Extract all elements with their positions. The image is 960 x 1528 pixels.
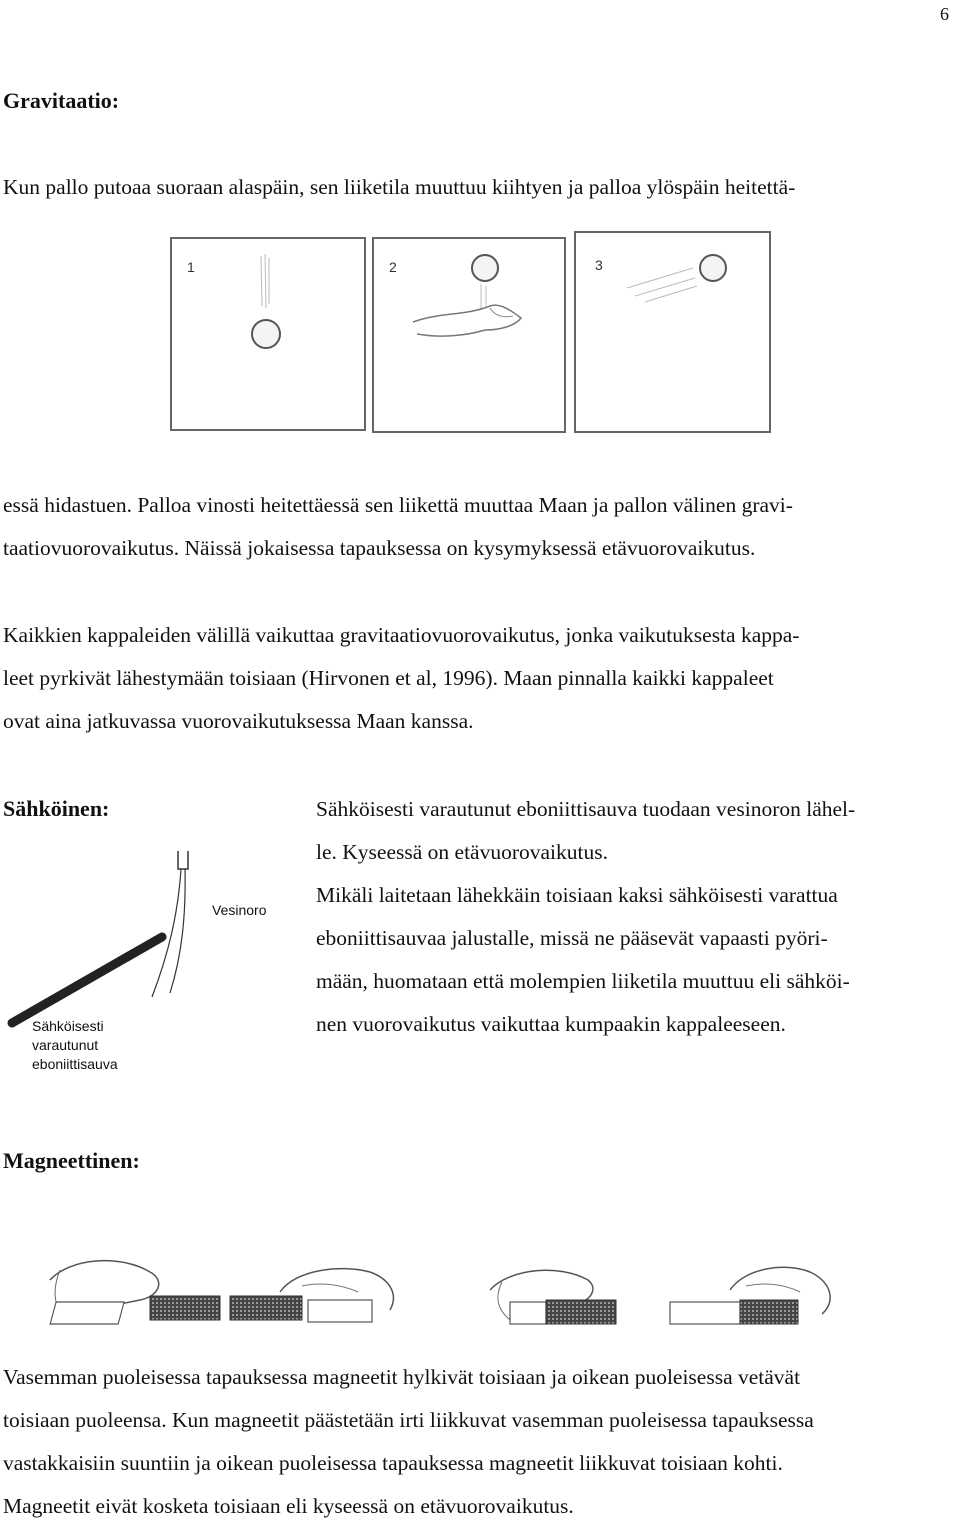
electric-line-5: mään, huomataan että molempien liiketila muuttuu eli sähköi- — [316, 969, 850, 993]
panel-3-frame — [575, 232, 770, 432]
magnet-right-b-dark — [740, 1300, 798, 1324]
magnetic-line-4: Magneetit eivät kosketa toisiaan eli kyseessä on etävuorovaikutus. — [3, 1494, 574, 1518]
electric-line-1: Sähköisesti varautunut eboniittisauva tuodaan vesinoron lähel- — [316, 797, 856, 821]
panel-2-label: 2 — [389, 259, 397, 275]
electric-heading: Sähköinen: — [3, 796, 110, 821]
gravity-paragraph-2 — [3, 614, 799, 743]
magnet-left-b-dark — [230, 1296, 302, 1320]
ball-falling — [252, 320, 280, 348]
magnet-left-a-dark — [150, 1296, 220, 1320]
gravity-figure-drawing — [165, 226, 775, 436]
motion-lines-upward — [481, 284, 486, 310]
magnetic-line-3: vastakkaisiin suuntiin ja oikean puoleisessa tapauksessa magneetit liikkuvat toisiaan kohti. — [3, 1451, 783, 1475]
ebonite-rod — [12, 937, 162, 1023]
magnet-right-a-dark — [546, 1300, 616, 1324]
magnetic-line-1: Vasemman puoleisessa tapauksessa magneetit hylkivät toisiaan ja oikean puoleisessa vetävät — [3, 1365, 801, 1389]
magnet-pair-left — [50, 1261, 393, 1324]
gravity-para2-line-2: leet pyrkivät lähestymään toisiaan (Hirvonen et al, 1996). Maan pinnalla kaikki kappaleet — [3, 666, 774, 690]
magnet-left-b-white — [308, 1300, 372, 1322]
label-water-thread: Vesinoro — [212, 902, 267, 918]
electric-line-6: nen vuorovaikutus vaikuttaa kumpaakin kappaleeseen. — [316, 1012, 786, 1036]
magnet-left-a-white — [50, 1302, 124, 1324]
ball-thrown-up — [472, 255, 498, 281]
magnetic-figure-drawing — [40, 1250, 920, 1350]
motion-lines-diagonal — [627, 268, 697, 302]
gravity-para2-line-1: Kaikkien kappaleiden välillä vaikuttaa gravitaatiovuorovaikutus, jonka vaikutuksesta kappa- — [3, 623, 800, 647]
magnet-pair-right — [490, 1267, 830, 1324]
gravity-para2-line-3: ovat aina jatkuvassa vuorovaikutuksessa Maan kanssa. — [3, 709, 474, 733]
panel-1-label: 1 — [187, 259, 195, 275]
hand-left-1 — [50, 1261, 159, 1308]
gravity-continuation — [3, 484, 793, 570]
hand-drawing — [413, 305, 521, 336]
gravity-intro-line: Kun pallo putoaa suoraan alaspäin, sen liiketila muuttuu kiihtyen ja palloa ylöspäin heitettä- — [3, 175, 796, 199]
electric-line-2: le. Kyseessä on etävuorovaikutus. — [316, 840, 608, 864]
label-ebonite-rod — [32, 1017, 118, 1074]
water-thread — [152, 869, 181, 997]
hand-right-1 — [490, 1270, 593, 1304]
motion-lines-falling — [261, 254, 269, 308]
electric-figure — [0, 845, 300, 1075]
magnetic-figure — [40, 1250, 920, 1350]
gravity-cont-line-1: essä hidastuen. Palloa vinosti heitettäessä sen liikettä muuttaa Maan ja pallon välinen gravi- — [3, 493, 793, 517]
page-number: 6 — [940, 4, 949, 24]
label-rod-line-1: Sähköisesti — [32, 1018, 104, 1034]
panel-3-label: 3 — [595, 257, 603, 273]
magnetic-line-2: toisiaan puoleensa. Kun magneetit päästetään irti liikkuvat vasemman puoleisessa tapauksessa — [3, 1408, 814, 1432]
electric-line-4: eboniittisauvaa jalustalle, missä ne pääsevät vapaasti pyöri- — [316, 926, 828, 950]
magnet-right-a-white — [510, 1302, 546, 1324]
gravity-figure — [165, 226, 775, 436]
ball-thrown-diagonal — [700, 255, 726, 281]
gravity-heading: Gravitaatio: — [3, 88, 120, 113]
label-rod-line-2: varautunut — [32, 1037, 99, 1053]
panel-2-frame — [373, 238, 565, 432]
electric-line-3: Mikäli laitetaan lähekkäin toisiaan kaksi sähköisesti varattua — [316, 883, 838, 907]
gravity-cont-line-2: taatiovuorovaikutus. Näissä jokaisessa tapauksessa on kysymyksessä etävuorovaikutus. — [3, 536, 756, 560]
thread-holder — [178, 851, 188, 869]
magnet-right-b-white — [670, 1302, 740, 1324]
magnetic-heading: Magneettinen: — [3, 1148, 140, 1173]
electric-text — [316, 788, 855, 1046]
label-rod-line-3: eboniittisauva — [32, 1056, 118, 1072]
magnetic-text — [3, 1356, 814, 1528]
